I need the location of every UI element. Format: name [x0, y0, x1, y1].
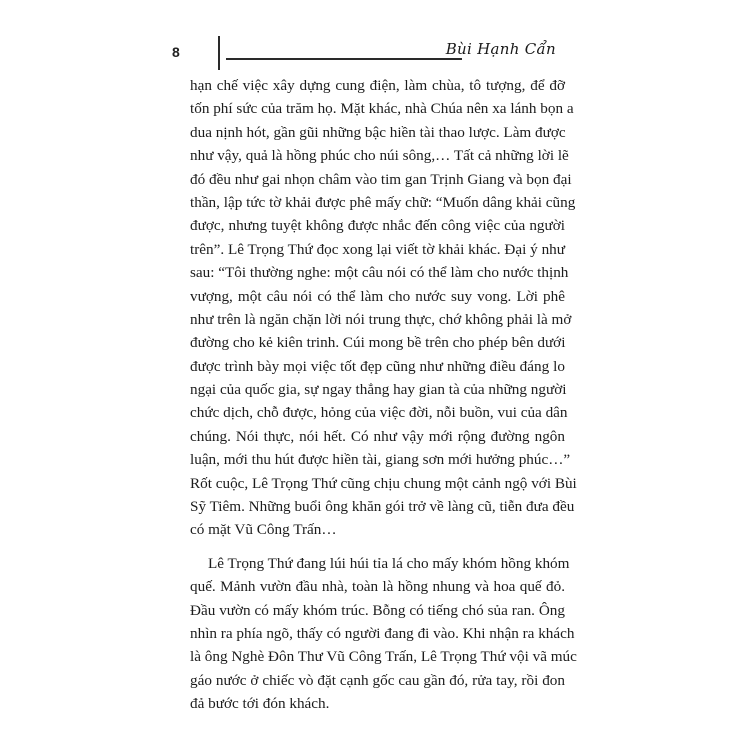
text-line: như vậy, quả là hồng phúc cho núi sông,… Tất cả những lời lẽ: [190, 147, 569, 165]
text-line: Lê Trọng Thứ đang lúi húi tỉa lá cho mấy khóm hồng khóm: [208, 554, 570, 572]
text-line: Sỹ Tiêm. Những buổi ông khăn gói trở về làng cũ, tiễn đưa đều: [190, 498, 575, 516]
page-header: [168, 36, 558, 72]
text-line: đả bước tới đón khách.: [190, 695, 330, 713]
text-line: dua nịnh hót, gần gũi những bậc hiền tài thao lược. Làm được: [190, 123, 566, 141]
text-line: ngại của quốc gia, sự ngay thẳng hay gian tà của những người: [190, 381, 567, 399]
text-line: như trên là ngăn chặn lời nói trung thực, chớ không phải là mở: [190, 310, 572, 328]
text-line: Đầu vườn có mấy khóm trúc. Bỗng có tiếng chó sủa ran. Ông: [190, 601, 565, 619]
text-line: hạn chế việc xây dựng cung điện, làm chùa, tô tượng, để đỡ: [190, 77, 565, 94]
text-line: được trình bày mọi việc tốt đẹp cũng như những điều đáng lo: [190, 357, 565, 375]
text-line: tốn phí sức của trăm họ. Mặt khác, nhà Chúa nên xa lánh bọn a: [190, 100, 574, 118]
text-line: có mặt Vũ Công Trấn…: [190, 521, 337, 539]
text-line: luận, mới thu hút được hiền tài, giang sơn mới hưởng phúc…”: [190, 451, 571, 469]
header-divider: [218, 36, 220, 70]
text-line: quế. Mảnh vườn đầu nhà, toàn là hồng nhung và hoa quế đỏ.: [190, 578, 565, 596]
text-line: thần, lập tức tờ khải được phê mấy chữ: “Muốn dâng khải cũng: [190, 193, 576, 211]
text-line: gáo nước ở chiếc vò đặt cạnh gốc cau gần đó, rửa tay, rồi đon: [190, 671, 565, 689]
text-line: nhìn ra phía ngõ, thấy có người đang đi vào. Khi nhận ra khách: [190, 624, 575, 642]
page-number: 8: [172, 44, 180, 60]
text-line: là ông Nghè Đôn Thư Vũ Công Trấn, Lê Trọng Thứ vội vã múc: [190, 648, 577, 666]
body-text: [190, 74, 577, 716]
text-line: chức dịch, chỗ được, hỏng của việc đời, nỗi buồn, vui của dân: [190, 404, 568, 422]
paragraph: [190, 552, 577, 716]
paragraph: [190, 74, 577, 542]
running-head-author: Bùi Hạnh Cẩn: [445, 40, 556, 58]
text-line: đường cho kẻ kiên trinh. Cúi mong bề trên cho phép bên dưới: [190, 334, 566, 352]
text-line: vượng, một câu nói có thể làm cho nước suy vong. Lời phê: [190, 287, 565, 305]
paragraph-gap: [190, 542, 565, 552]
text-line: được, nhưng tuyệt không được nhắc đến công việc của người: [190, 217, 565, 235]
header-rule: [226, 58, 462, 60]
text-line: đó đều như gai nhọn châm vào tim gan Trịnh Giang và bọn đại: [190, 170, 572, 188]
text-line: sau: “Tôi thường nghe: một câu nói có thể làm cho nước thịnh: [190, 264, 569, 282]
text-line: trên”. Lê Trọng Thứ đọc xong lại viết tờ khải khác. Đại ý như: [190, 240, 565, 258]
text-line: chúng. Nói thực, nói hết. Có như vậy mới rộng đường ngôn: [190, 427, 565, 445]
text-line: Rốt cuộc, Lê Trọng Thứ cũng chịu chung một cảnh ngộ với Bùi: [190, 474, 577, 492]
